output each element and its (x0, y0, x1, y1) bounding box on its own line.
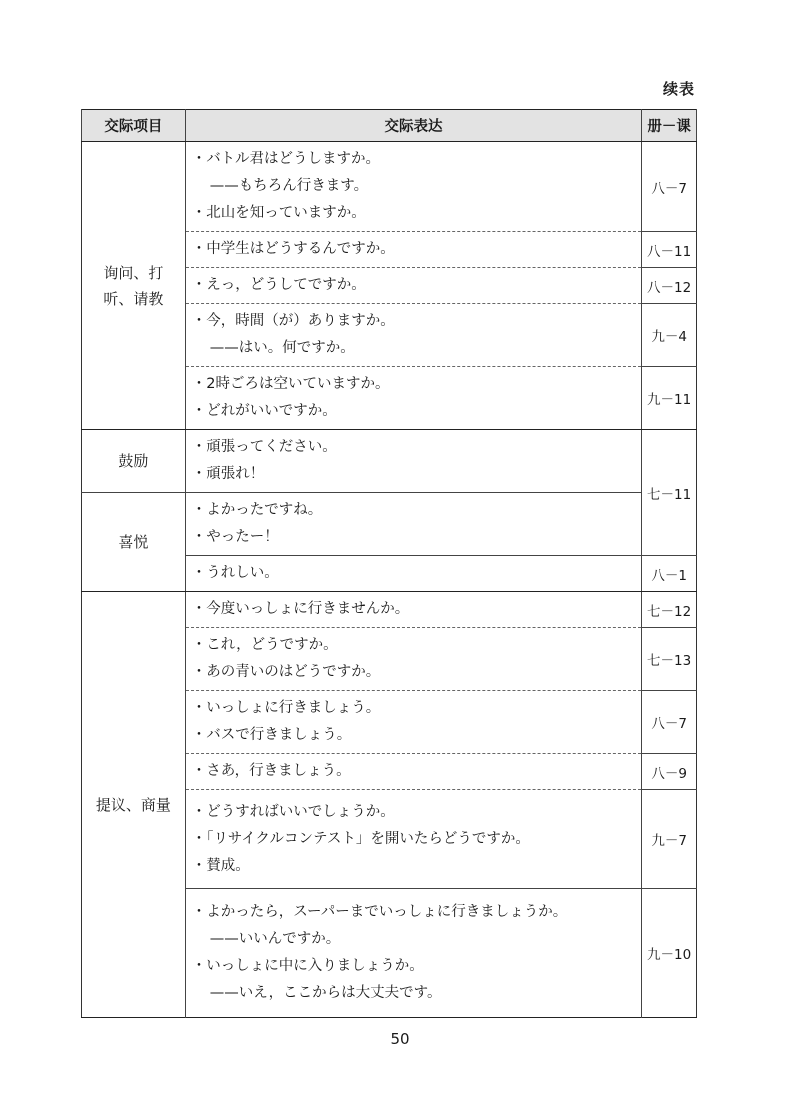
category-cell (82, 493, 186, 592)
lesson-cell: 七－12 (642, 592, 697, 628)
lesson-cell: 九－7 (642, 790, 697, 889)
expression-cell (185, 367, 642, 430)
expression-line: ・やったー！ (191, 529, 279, 545)
communication-table (81, 109, 697, 1018)
expression-cell (185, 790, 642, 889)
expression-line: ・北山を知っていますか。 (191, 205, 366, 221)
expression-line: ・どれがいいですか。 (191, 403, 337, 419)
lesson-cell: 八－12 (642, 268, 697, 304)
category-cell (82, 430, 186, 493)
lesson-cell: 八－11 (642, 232, 697, 268)
category-cell (82, 142, 186, 430)
lesson-cell: 八－7 (642, 142, 697, 232)
table-row (82, 592, 697, 628)
expression-line: ・バスで行きましょう。 (191, 727, 352, 743)
lesson-cell: 七－13 (642, 628, 697, 691)
expression-line: ・バトル君はどうしますか。 (191, 151, 380, 167)
category-label: 提议、商量 (95, 795, 171, 814)
lesson-cell: 八－1 (642, 556, 697, 592)
expression-line: ・賛成。 (191, 857, 250, 874)
expression-cell (185, 304, 642, 367)
header-item: 交际项目 (82, 110, 186, 142)
expression-line: ・これ，どうですか。 (191, 637, 338, 653)
category-label: 鼓励 (118, 452, 149, 470)
category-label: 喜悦 (118, 533, 149, 551)
lesson-cell: 八－9 (642, 754, 697, 790)
expression-cell (185, 142, 642, 232)
expression-line: ・よかったら，スーパーまでいっしょに行きましょうか。 (191, 904, 568, 920)
table-row (82, 430, 697, 493)
expression-line: ・いっしょに中に入りましょうか。 (191, 958, 424, 974)
expression-line: ・今，時間（が）ありますか。 (191, 313, 395, 329)
expression-cell (185, 889, 642, 1018)
expression-cell (185, 691, 642, 754)
expression-cell (185, 268, 642, 304)
response-line: ——いいんですか。 (209, 931, 341, 947)
expression-cell (185, 493, 642, 556)
expression-line: ・えっ，どうしてですか。 (191, 277, 366, 293)
expression-line: ・よかったですね。 (191, 502, 323, 518)
expression-line: ・どうすればいいでしょうか。 (191, 803, 395, 820)
page-number: 50 (390, 1030, 410, 1048)
expression-line: ・「リサイクルコンテスト」を開いたらどうですか。 (191, 830, 530, 847)
continued-label: 续表 (662, 80, 695, 98)
lesson-cell: 七－11 (642, 430, 697, 556)
category-label: 询问、打听、请教 (103, 263, 164, 308)
expression-line: ・頑張ってください。 (191, 439, 337, 455)
lesson-cell: 九－10 (642, 889, 697, 1018)
table-row (82, 493, 697, 556)
table-row (82, 142, 697, 232)
expression-cell (185, 232, 642, 268)
expression-line: ・2時ごろは空いていますか。 (191, 376, 390, 392)
expression-cell (185, 592, 642, 628)
lesson-cell: 八－7 (642, 691, 697, 754)
expression-line: ・さあ，行きましょう。 (191, 763, 351, 779)
expression-line: ・うれしい。 (191, 565, 279, 581)
expression-line: ・今度いっしょに行きませんか。 (191, 601, 410, 617)
response-line: ——もちろん行きます。 (209, 178, 369, 194)
expression-cell (185, 628, 642, 691)
expression-line: ・中学生はどうするんですか。 (191, 241, 395, 257)
expression-cell (185, 754, 642, 790)
header-lesson: 册－课 (642, 110, 697, 142)
lesson-cell: 九－11 (642, 367, 697, 430)
header-expression: 交际表达 (185, 110, 642, 142)
expression-cell (185, 430, 642, 493)
expression-line: ・頑張れ！ (191, 466, 265, 482)
header-row (82, 110, 697, 142)
lesson-cell: 九－4 (642, 304, 697, 367)
expression-line: ・いっしょに行きましょう。 (191, 700, 381, 716)
response-line: ——はい。何ですか。 (209, 340, 355, 356)
expression-cell (185, 556, 642, 592)
expression-line: ・あの青いのはどうですか。 (191, 664, 381, 680)
category-cell (82, 592, 186, 1018)
response-line: ——いえ，ここからは大丈夫です。 (209, 985, 442, 1001)
